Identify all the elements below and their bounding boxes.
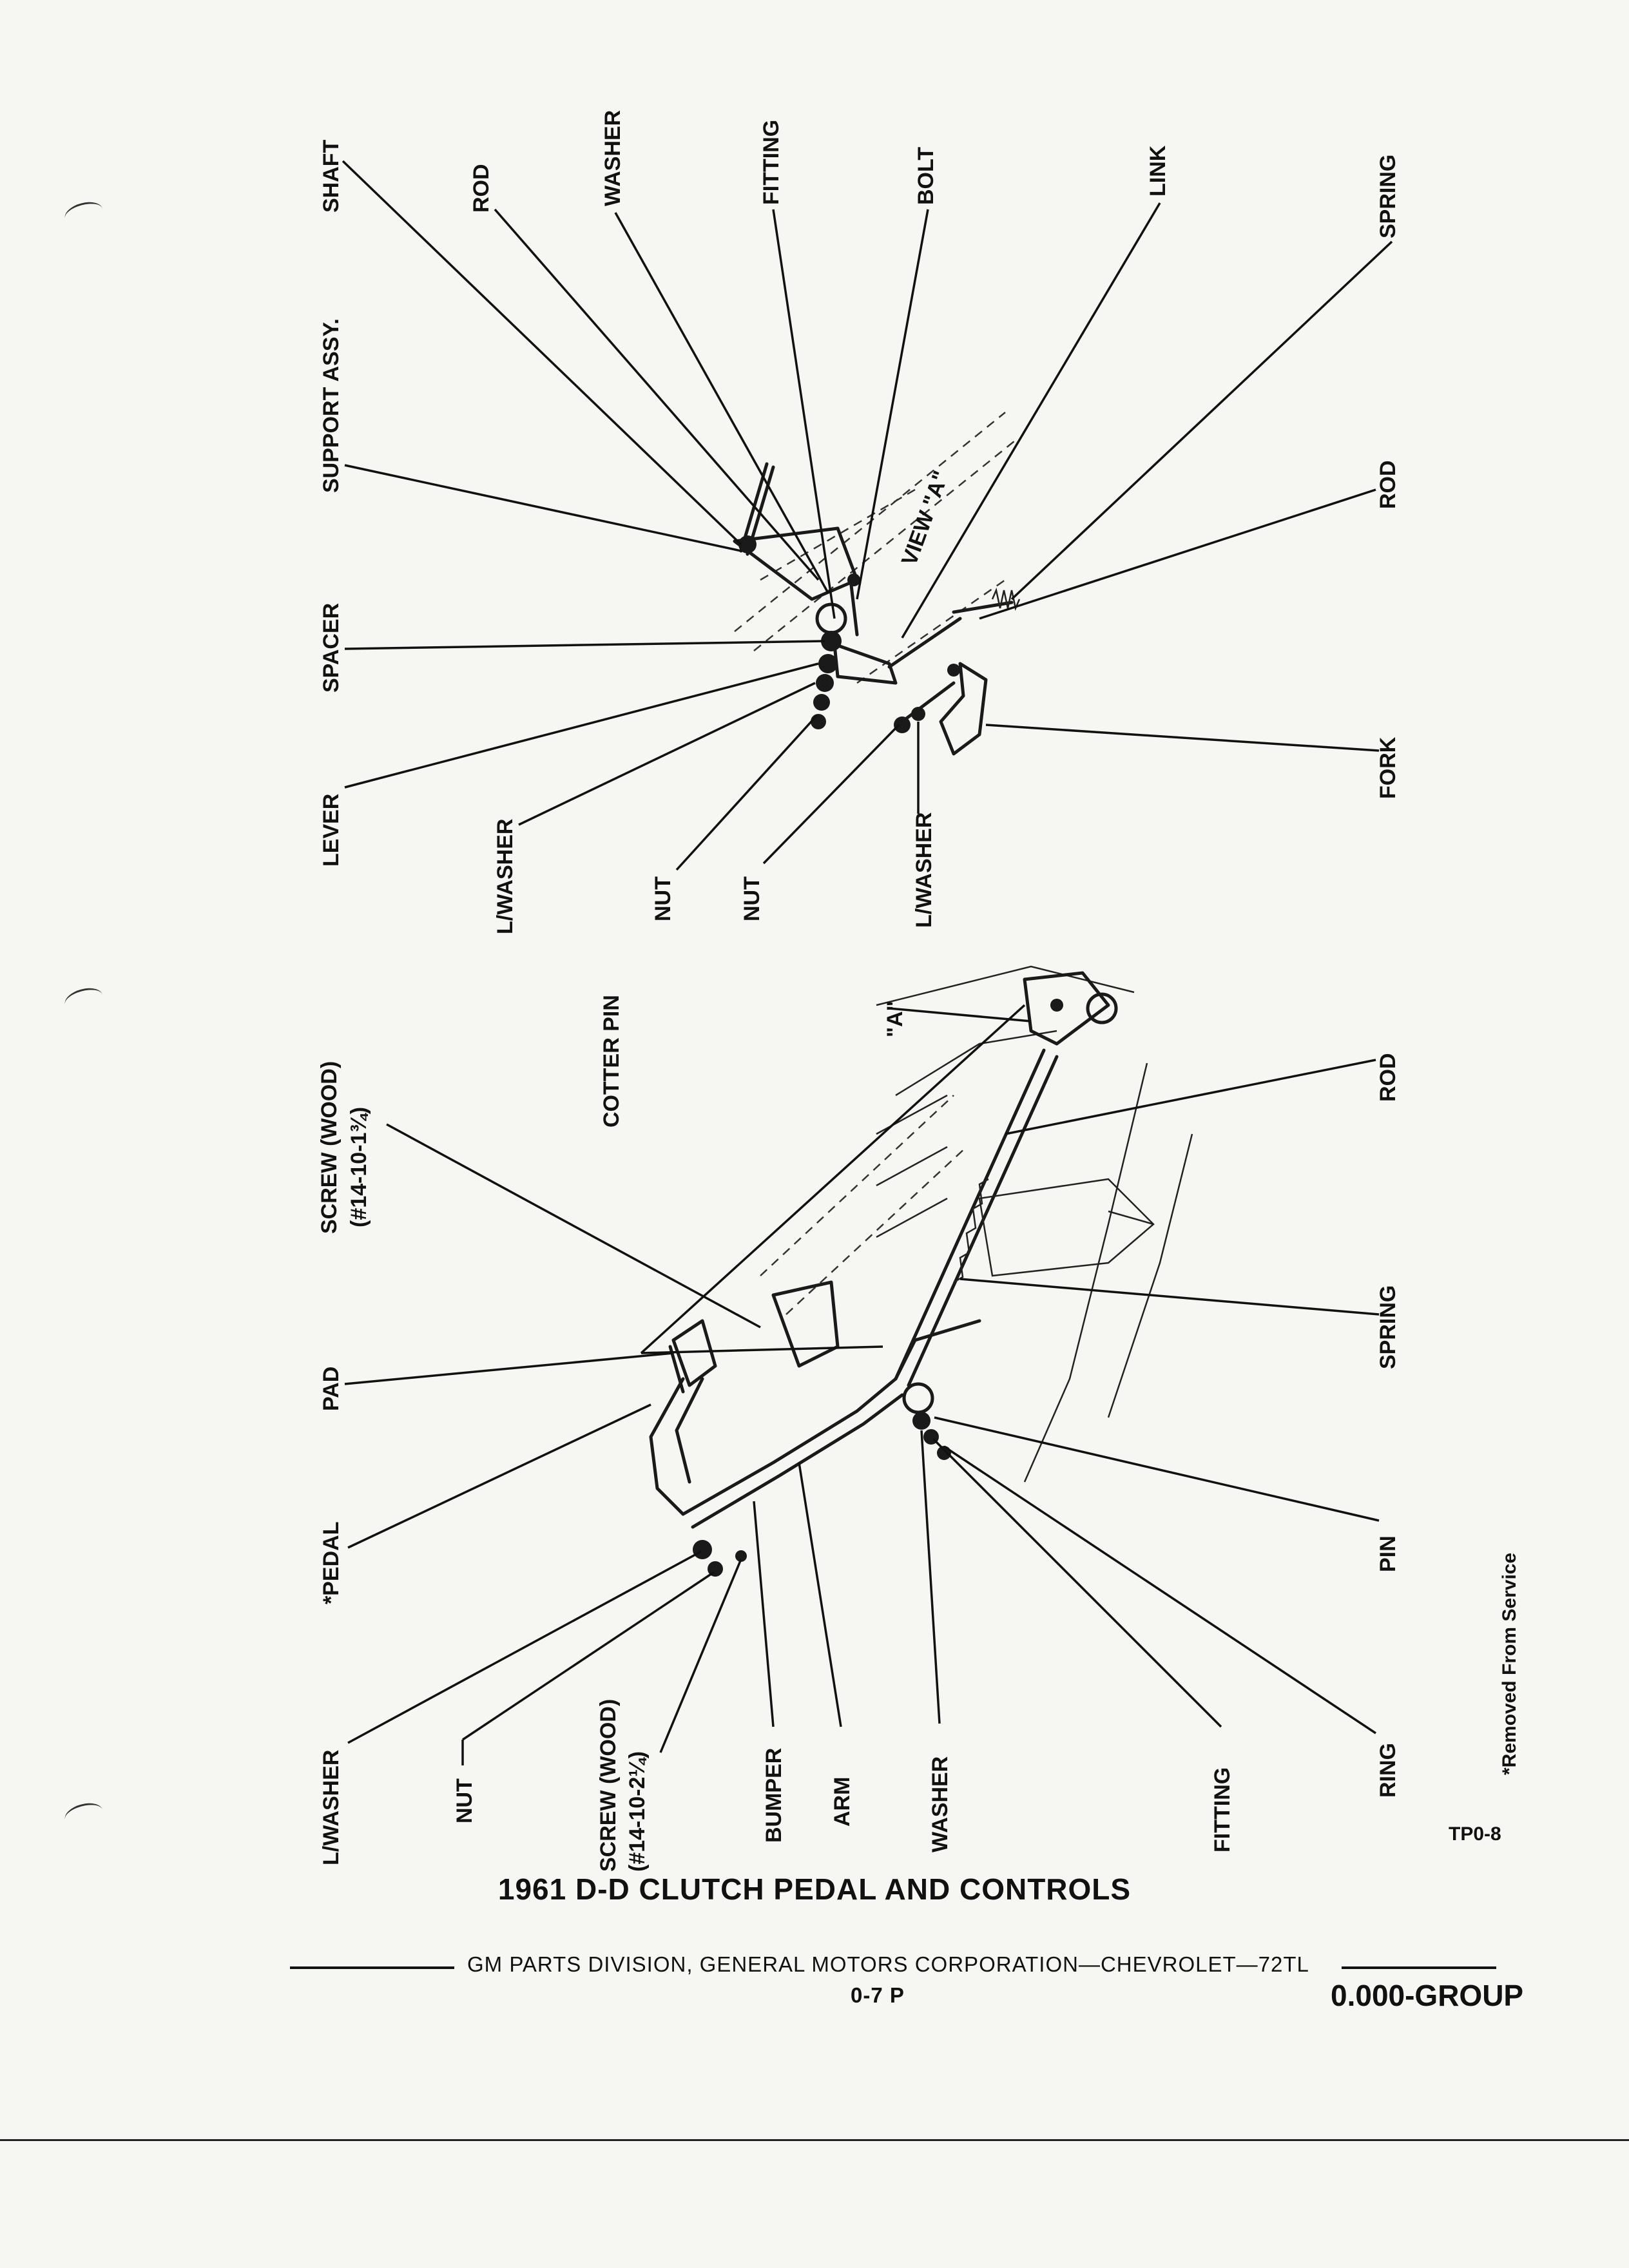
part-labels: [317, 110, 1520, 1872]
label-lwasher-1: L/WASHER: [493, 818, 517, 934]
label-rod-lower: ROD: [1376, 1053, 1400, 1102]
label-screw-wood-2-spec: (#14-10-2¼): [625, 1751, 650, 1872]
label-shaft: SHAFT: [319, 139, 343, 213]
label-screw-wood-2: SCREW (WOOD): [596, 1698, 621, 1872]
label-rod-right: ROD: [1376, 460, 1400, 509]
label-fitting-top: FITTING: [759, 119, 784, 205]
footer-rule-right: [1342, 1966, 1496, 1969]
label-pad: PAD: [319, 1366, 343, 1411]
footer-rule-left: [290, 1966, 454, 1969]
label-lwasher-3: L/WASHER: [319, 1749, 343, 1865]
page-title: 1961 D-D CLUTCH PEDAL AND CONTROLS: [497, 1872, 1132, 1906]
label-pedal: *PEDAL: [319, 1521, 343, 1604]
label-link: LINK: [1146, 145, 1170, 197]
label-nut-2: NUT: [740, 876, 764, 921]
label-bumper: BUMPER: [762, 1747, 786, 1843]
label-spring-lower: SPRING: [1376, 1285, 1400, 1369]
label-arm: ARM: [830, 1776, 854, 1827]
figure-id: TP0-8: [1449, 1823, 1501, 1845]
label-washer-lower: WASHER: [928, 1756, 952, 1852]
label-a-marker: "A": [883, 1001, 907, 1037]
label-screw-wood-1-spec: (#14-10-1¾): [347, 1106, 371, 1227]
label-view-a: VIEW "A": [896, 467, 954, 569]
footer-page-number: 0-7 P: [851, 1983, 905, 2007]
label-washer-top: WASHER: [601, 110, 625, 206]
label-nut-3: NUT: [452, 1778, 477, 1823]
bottom-rule: [0, 2139, 1629, 2141]
label-ring: RING: [1376, 1743, 1400, 1798]
label-support-assy: SUPPORT ASSY.: [319, 318, 343, 493]
view-a-assembly: [735, 412, 1019, 754]
label-spring-top: SPRING: [1376, 154, 1400, 238]
label-pin: PIN: [1376, 1535, 1400, 1572]
label-lever: LEVER: [319, 793, 343, 867]
label-fork: FORK: [1376, 736, 1400, 799]
label-screw-wood-1: SCREW (WOOD): [317, 1061, 342, 1234]
label-fitting-lower: FITTING: [1210, 1767, 1235, 1852]
removed-from-service-note: *Removed From Service: [1499, 1552, 1520, 1775]
label-lwasher-2: L/WASHER: [912, 812, 936, 928]
label-spacer: SPACER: [319, 602, 343, 693]
label-cotter-pin: COTTER PIN: [599, 995, 624, 1128]
footer-publisher: GM PARTS DIVISION, GENERAL MOTORS CORPORATION—CHEVROLET—72TL: [467, 1952, 1309, 1976]
footer-group: 0.000-GROUP: [1331, 1979, 1524, 2012]
label-nut-1: NUT: [651, 876, 675, 921]
leader-lines: [343, 161, 1392, 1765]
label-rod-top: ROD: [469, 164, 494, 213]
label-bolt: BOLT: [914, 146, 938, 205]
